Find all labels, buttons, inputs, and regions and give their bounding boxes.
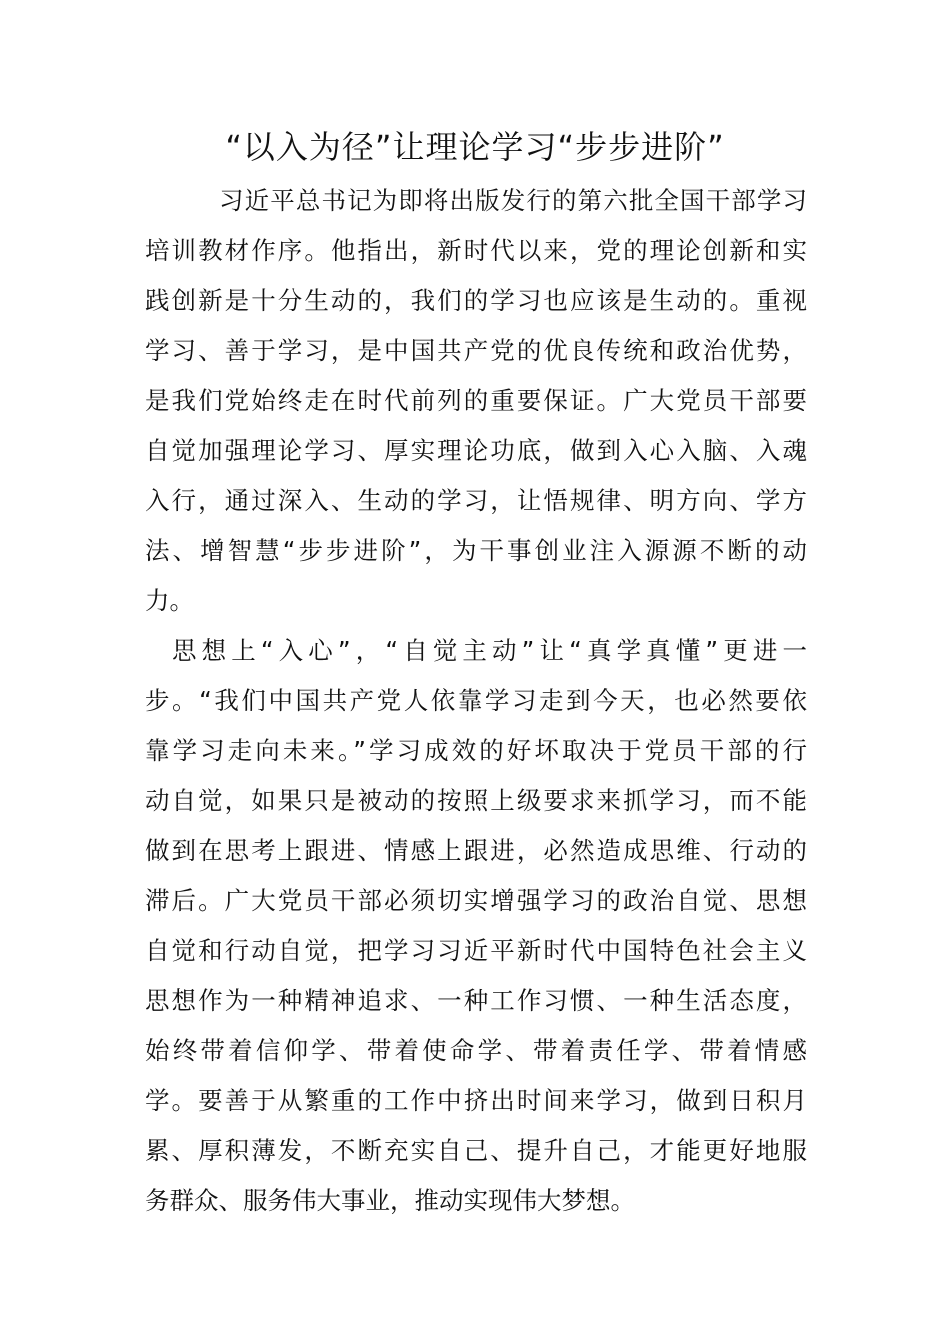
paragraph-line: 始终带着信仰学、带着使命学、带着责任学、带着情感 — [145, 1036, 807, 1065]
paragraph-line: 自觉和行动自觉，把学习习近平新时代中国特色社会主义 — [145, 936, 807, 965]
paragraph-line: 动自觉，如果只是被动的按照上级要求来抓学习，而不能 — [145, 786, 807, 815]
paragraph-line: 务群众、服务伟大事业，推动实现伟大梦想。 — [145, 1186, 635, 1215]
page-title: “以入为径”让理论学习“步步进阶” — [225, 128, 725, 166]
paragraph-line: 学。要善于从繁重的工作中挤出时间来学习，做到日积月 — [145, 1086, 807, 1115]
paragraph-line: 思想上“入心”，“自觉主动”让“真学真懂”更进一 — [172, 636, 807, 665]
paragraph-line: 力。 — [145, 586, 194, 615]
paragraph-line: 培训教材作序。他指出，新时代以来，党的理论创新和实 — [145, 236, 807, 265]
paragraph-line: 入行，通过深入、生动的学习，让悟规律、明方向、学方 — [145, 486, 807, 515]
paragraph-line: 做到在思考上跟进、情感上跟进，必然造成思维、行动的 — [145, 836, 807, 865]
paragraph-line: 践创新是十分生动的，我们的学习也应该是生动的。重视 — [145, 286, 807, 315]
paragraph-line: 滞后。广大党员干部必须切实增强学习的政治自觉、思想 — [145, 886, 807, 915]
paragraph-line: 习近平总书记为即将出版发行的第六批全国干部学习 — [219, 186, 807, 215]
paragraph-line: 步。“我们中国共产党人依靠学习走到今天，也必然要依 — [145, 686, 807, 715]
paragraph-line: 法、增智慧“步步进阶”，为干事创业注入源源不断的动 — [145, 536, 807, 565]
paragraph-line: 靠学习走向未来。”学习成效的好坏取决于党员干部的行 — [145, 736, 807, 765]
paragraph-line: 学习、善于学习，是中国共产党的优良传统和政治优势， — [145, 336, 807, 365]
paragraph-line: 自觉加强理论学习、厚实理论功底，做到入心入脑、入魂 — [145, 436, 807, 465]
paragraph-line: 思想作为一种精神追求、一种工作习惯、一种生活态度， — [145, 986, 807, 1015]
paragraph-line: 累、厚积薄发，不断充实自己、提升自己，才能更好地服 — [145, 1136, 807, 1165]
paragraph-line: 是我们党始终走在时代前列的重要保证。广大党员干部要 — [145, 386, 807, 415]
